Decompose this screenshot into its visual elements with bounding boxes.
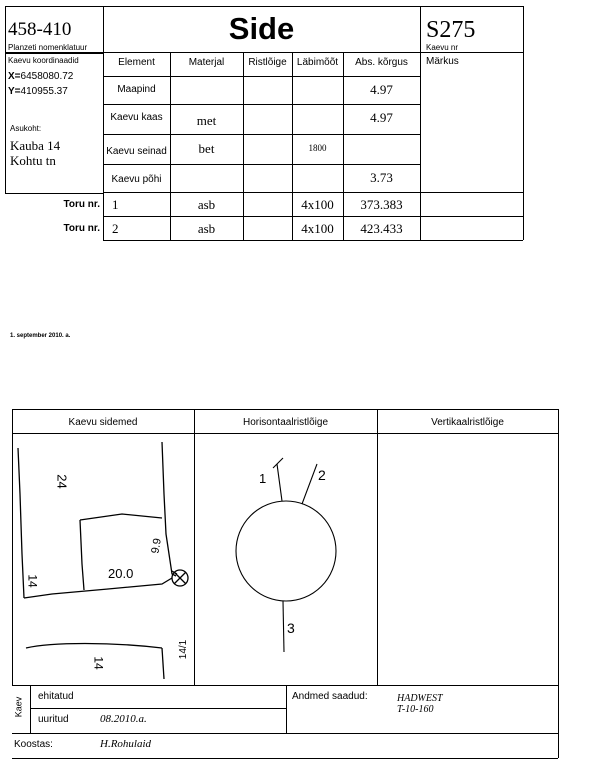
surveyed-label: uuritud bbox=[38, 714, 69, 725]
location-line1: Kauba 14 bbox=[10, 138, 61, 153]
built-label: ehitatud bbox=[38, 691, 74, 702]
author-label: Koostas: bbox=[14, 739, 53, 750]
sketch-col-horizontal: Horisontaalristlõige bbox=[242, 417, 329, 428]
row2-material: met bbox=[196, 113, 217, 128]
col-remarks: Märkus bbox=[426, 56, 459, 67]
footer-side-divider bbox=[30, 685, 31, 733]
pipe2-diameter: 4x100 bbox=[301, 221, 334, 236]
coord-y bbox=[8, 86, 68, 97]
coords-label: Kaevu koordinaadid bbox=[8, 56, 79, 65]
sketch-divider-2 bbox=[377, 409, 378, 685]
plan-line-inner-left bbox=[80, 520, 84, 590]
location-line2: Kohtu tn bbox=[10, 153, 56, 168]
row3-diameter: 1800 bbox=[308, 143, 327, 153]
sketch-frame-top bbox=[12, 409, 558, 410]
well-number-label: Kaevu nr bbox=[426, 43, 459, 52]
hand-24: 24 bbox=[54, 474, 70, 489]
document-date: 1. september 2010. a. bbox=[10, 333, 71, 339]
plan-line-east bbox=[162, 442, 176, 576]
hand-14-1: 14/1 bbox=[178, 639, 190, 660]
author-value: H.Rohulaid bbox=[100, 738, 152, 750]
row2-abs: 4.97 bbox=[370, 110, 393, 125]
header-row-line-2 bbox=[5, 53, 103, 54]
footer-mid-divider bbox=[286, 685, 287, 733]
footer-bottom-line bbox=[12, 758, 558, 759]
pipe2-material: asb bbox=[197, 221, 216, 236]
sketch-col-connections: Kaevu sidemed bbox=[68, 417, 138, 428]
grid-h1 bbox=[103, 76, 420, 77]
footer-side-label: Kaev bbox=[13, 696, 24, 718]
coord-x-value: 6458080.72 bbox=[20, 71, 74, 82]
row2-element: Kaevu kaas bbox=[110, 112, 163, 123]
frame-top bbox=[5, 6, 523, 7]
horizontal-section-drawing bbox=[195, 434, 377, 685]
site-plan-sketch bbox=[12, 434, 194, 685]
pipe1-diameter: 4x100 bbox=[301, 197, 334, 212]
coord-x bbox=[8, 71, 73, 82]
well-circle bbox=[236, 501, 336, 601]
surveyed-value: 08.2010.a. bbox=[100, 713, 147, 725]
grid-h7 bbox=[103, 240, 523, 241]
frame-left-bottom bbox=[5, 193, 103, 194]
pipe-2-line bbox=[302, 464, 317, 504]
frame-right bbox=[523, 6, 524, 240]
well-number: S275 bbox=[426, 17, 476, 43]
pipe-3-number: 3 bbox=[287, 620, 295, 636]
pipe2-label: Toru nr. bbox=[63, 223, 100, 234]
plan-line-south bbox=[24, 578, 172, 598]
col-diameter: Läbimõõt bbox=[296, 57, 339, 68]
hand-14b: 14 bbox=[91, 656, 106, 670]
pipe1-material: asb bbox=[197, 197, 216, 212]
grid-h2 bbox=[103, 104, 420, 105]
plan-line-west bbox=[18, 448, 24, 598]
hand-20-0: 20.0 bbox=[108, 566, 134, 581]
data-source-value-1: HADWEST bbox=[397, 693, 443, 704]
hand-9-9: 9.9 bbox=[149, 537, 164, 555]
coord-x-label: X= bbox=[8, 71, 21, 82]
pipe1-abs: 373.383 bbox=[360, 197, 403, 212]
nomenclature-label: Planzeti nomenklatuur bbox=[8, 43, 88, 52]
nomenclature: 458-410 bbox=[8, 19, 72, 40]
pipe1-label: Toru nr. bbox=[63, 199, 100, 210]
sketch-frame-right bbox=[558, 409, 559, 758]
divider-remarks bbox=[420, 6, 421, 240]
data-source-label: Andmed saadud: bbox=[292, 691, 368, 702]
col-cross-section: Ristlõige bbox=[248, 57, 287, 68]
grid-h4 bbox=[103, 164, 420, 165]
pipe2-no: 2 bbox=[112, 221, 119, 236]
pipe-3-line bbox=[283, 601, 284, 652]
location-label: Asukoht: bbox=[10, 124, 42, 133]
col-element: Element bbox=[118, 57, 155, 68]
footer-author-line bbox=[12, 733, 558, 734]
coord-y-value: 410955.37 bbox=[20, 86, 68, 97]
footer-top-line bbox=[12, 685, 558, 686]
col-material: Materjal bbox=[188, 57, 225, 68]
plan-line-bottom bbox=[26, 644, 162, 649]
pipe2-abs: 423.433 bbox=[360, 221, 403, 236]
row1-element: Maapind bbox=[117, 84, 156, 95]
pipe1-no: 1 bbox=[112, 197, 119, 212]
row3-element: Kaevu seinad bbox=[106, 146, 167, 157]
plan-line-inner-top bbox=[80, 514, 162, 520]
grid-h3 bbox=[103, 134, 420, 135]
coord-y-label: Y= bbox=[8, 86, 21, 97]
page-title: Side bbox=[228, 11, 295, 46]
frame-left bbox=[5, 6, 6, 193]
hand-14: 14 bbox=[25, 574, 40, 588]
pipe-1-line bbox=[277, 464, 282, 501]
footer-row-line bbox=[30, 708, 286, 709]
grid-h5 bbox=[103, 192, 523, 193]
col-abs-height: Abs. kõrgus bbox=[355, 57, 408, 68]
row4-abs: 3.73 bbox=[370, 170, 393, 185]
row3-material: bet bbox=[198, 141, 215, 156]
pipe-1-number: 1 bbox=[259, 471, 267, 486]
grid-v2 bbox=[243, 52, 244, 240]
row1-abs: 4.97 bbox=[370, 82, 393, 97]
pipe-2-number: 2 bbox=[318, 467, 326, 483]
row4-element: Kaevu põhi bbox=[111, 174, 162, 185]
data-source-value-2: T-10-160 bbox=[397, 704, 434, 715]
sketch-col-vertical: Vertikaalristlõige bbox=[431, 417, 504, 428]
grid-h6 bbox=[103, 216, 523, 217]
